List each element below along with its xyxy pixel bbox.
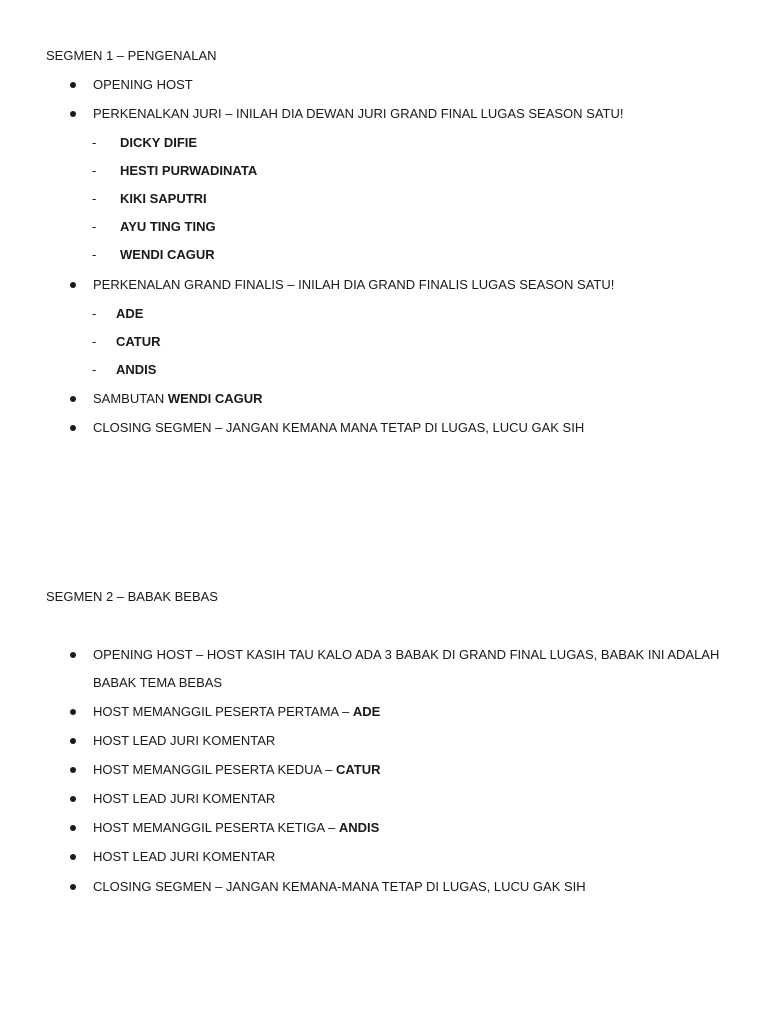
finalis-item: ANDIS bbox=[116, 362, 157, 377]
segment1-opening: OPENING HOST bbox=[93, 77, 193, 92]
bullet bbox=[70, 282, 76, 288]
segment1-finalis-intro: PERKENALAN GRAND FINALIS – INILAH DIA GRAND FINALIS LUGAS SEASON SATU! bbox=[93, 277, 615, 292]
dash: - bbox=[92, 247, 97, 262]
call-prefix: HOST MEMANGGIL PESERTA KEDUA – bbox=[93, 762, 336, 777]
call-name: ANDIS bbox=[338, 820, 380, 835]
bullet bbox=[70, 111, 76, 117]
segment1-closing: CLOSING SEGMEN – JANGAN KEMANA MANA TETAP DI LUGAS, LUCU GAK SIH bbox=[93, 420, 585, 435]
segment1-sambutan bbox=[93, 391, 263, 407]
segment1-title: SEGMEN 1 – PENGENALAN bbox=[46, 48, 217, 63]
bullet bbox=[70, 767, 76, 773]
bullet bbox=[70, 884, 76, 890]
segment1-juri-intro: PERKENALKAN JURI – INILAH DIA DEWAN JURI GRAND FINAL LUGAS SEASON SATU! bbox=[93, 106, 624, 121]
segment2-call1 bbox=[93, 704, 380, 720]
juri-item: DICKY DIFIE bbox=[120, 135, 198, 150]
segment2-lead1: HOST LEAD JURI KOMENTAR bbox=[93, 733, 276, 748]
dash: - bbox=[92, 334, 97, 349]
sambutan-prefix: SAMBUTAN bbox=[93, 391, 168, 406]
segment2-call3 bbox=[93, 820, 379, 836]
juri-item: KIKI SAPUTRI bbox=[120, 191, 207, 206]
bullet bbox=[70, 825, 76, 831]
dash: - bbox=[92, 163, 97, 178]
bullet bbox=[70, 796, 76, 802]
bullet bbox=[70, 652, 76, 658]
segment2-lead2: HOST LEAD JURI KOMENTAR bbox=[93, 791, 276, 806]
sambutan-name: WENDI CAGUR bbox=[167, 391, 263, 406]
dash: - bbox=[92, 306, 97, 321]
segment2-call2 bbox=[93, 762, 381, 778]
call-prefix: HOST MEMANGGIL PESERTA KETIGA – bbox=[93, 820, 339, 835]
juri-item: AYU TING TING bbox=[120, 219, 216, 234]
dash: - bbox=[92, 219, 97, 234]
finalis-item: CATUR bbox=[116, 334, 161, 349]
juri-item: WENDI CAGUR bbox=[120, 247, 215, 262]
dash: - bbox=[92, 191, 97, 206]
call-name: ADE bbox=[352, 704, 381, 719]
bullet bbox=[70, 396, 76, 402]
bullet bbox=[70, 738, 76, 744]
bullet bbox=[70, 854, 76, 860]
segment2-opening-line1: OPENING HOST – HOST KASIH TAU KALO ADA 3 BABAK DI GRAND FINAL LUGAS, BABAK INI ADALAH bbox=[93, 647, 720, 662]
segment2-opening-line2: BABAK TEMA BEBAS bbox=[93, 675, 223, 690]
dash: - bbox=[92, 135, 97, 150]
bullet bbox=[70, 709, 76, 715]
juri-item: HESTI PURWADINATA bbox=[120, 163, 258, 178]
call-prefix: HOST MEMANGGIL PESERTA PERTAMA – bbox=[93, 704, 353, 719]
bullet bbox=[70, 425, 76, 431]
call-name: CATUR bbox=[335, 762, 381, 777]
segment2-title: SEGMEN 2 – BABAK BEBAS bbox=[46, 589, 218, 604]
segment2-lead3: HOST LEAD JURI KOMENTAR bbox=[93, 849, 276, 864]
finalis-item: ADE bbox=[116, 306, 144, 321]
bullet bbox=[70, 82, 76, 88]
dash: - bbox=[92, 362, 97, 377]
segment2-closing: CLOSING SEGMEN – JANGAN KEMANA-MANA TETAP DI LUGAS, LUCU GAK SIH bbox=[93, 879, 586, 894]
